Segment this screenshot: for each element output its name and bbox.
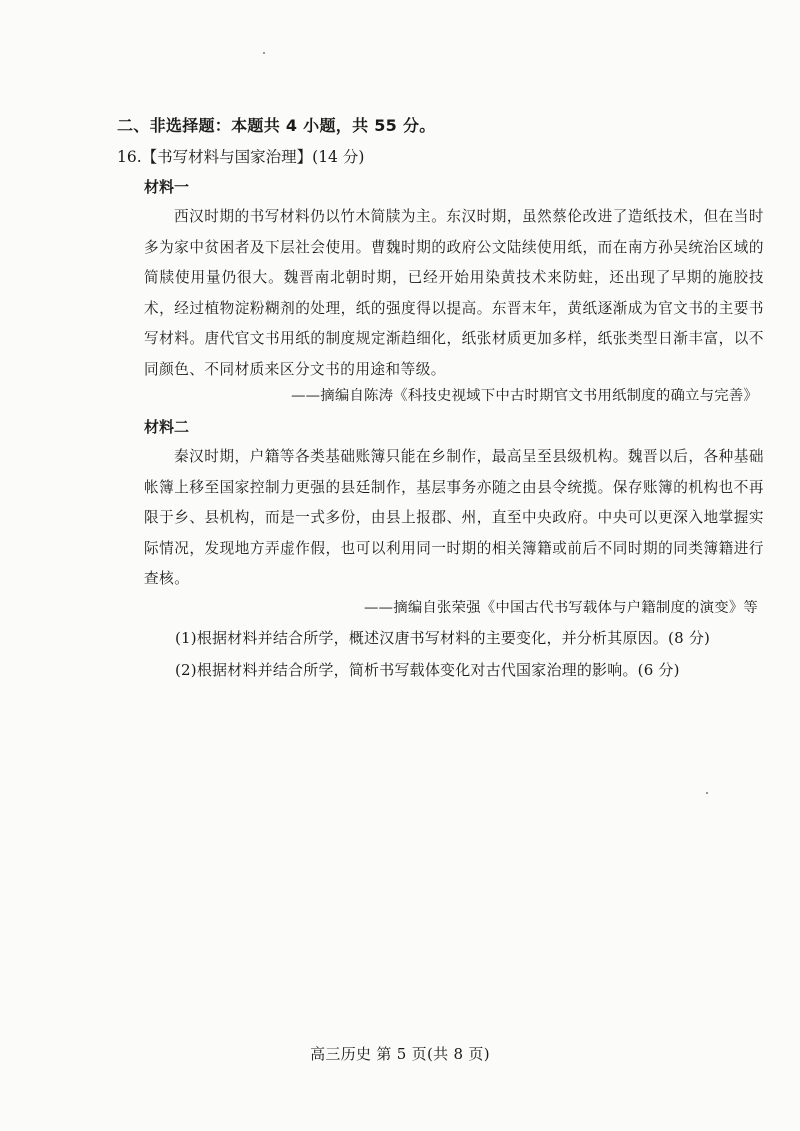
page-footer: 高三历史 第 5 页(共 8 页) (310, 1045, 490, 1063)
material-two-source: ——摘编自张荣强《中国古代书写载体与户籍制度的演变》等 (364, 600, 758, 616)
material-two-text: 秦汉时期，户籍等各类基础账簿只能在乡制作，最高呈至县级机构。魏晋以后，各种基础帐簿上移至国家控制力更强的县廷制作，基层事务亦随之由县令统揽。保存账簿的机构也不再限于乡、县机构，而是一式多份，由县上报郡、州，直至中央政府。中央可以更深入地掌握实际情况，发现地方弄虚作假，也可以利用同一时期的相关簿籍或前后不同时期的同类簿籍进行查核。 (144, 448, 764, 587)
material-two-label: 材料二 (144, 418, 190, 436)
sub-question-2: (2)根据材料并结合所学，简析书写载体变化对古代国家治理的影响。(6 分) (175, 661, 680, 679)
material-one-text: 西汉时期的书写材料仍以竹木简牍为主。东汉时期，虽然蔡伦改进了造纸技术，但在当时多为家中贫困者及下层社会使用。曹魏时期的政府公文陆续使用纸，而在南方孙吴统治区域的简牍使用量仍很大。魏晋南北朝时期，已经开始用染黄技术来防蛀，还出现了早期的施胶技术，经过植物淀粉糊剂的处理，纸的强度得以提高。东晋末年，黄纸逐渐成为官文书的主要书写材料。唐代官文书用纸的制度规定渐趋细化，纸张材质更加多样，纸张类型日渐丰富，以不同颜色、不同材质来区分文书的用途和等级。 (144, 208, 764, 378)
section-heading: 二、非选择题：本题共 4 小题，共 55 分。 (117, 116, 436, 135)
material-one-source: ——摘编自陈涛《科技史视域下中古时期官文书用纸制度的确立与完善》 (291, 388, 758, 404)
material-one-label: 材料一 (144, 178, 190, 196)
scan-speck (706, 792, 708, 794)
sub-question-1: (1)根据材料并结合所学，概述汉唐书写材料的主要变化，并分析其原因。(8 分) (175, 629, 711, 647)
scan-speck (263, 52, 265, 54)
question-title: 16.【书写材料与国家治理】(14 分) (117, 148, 365, 166)
